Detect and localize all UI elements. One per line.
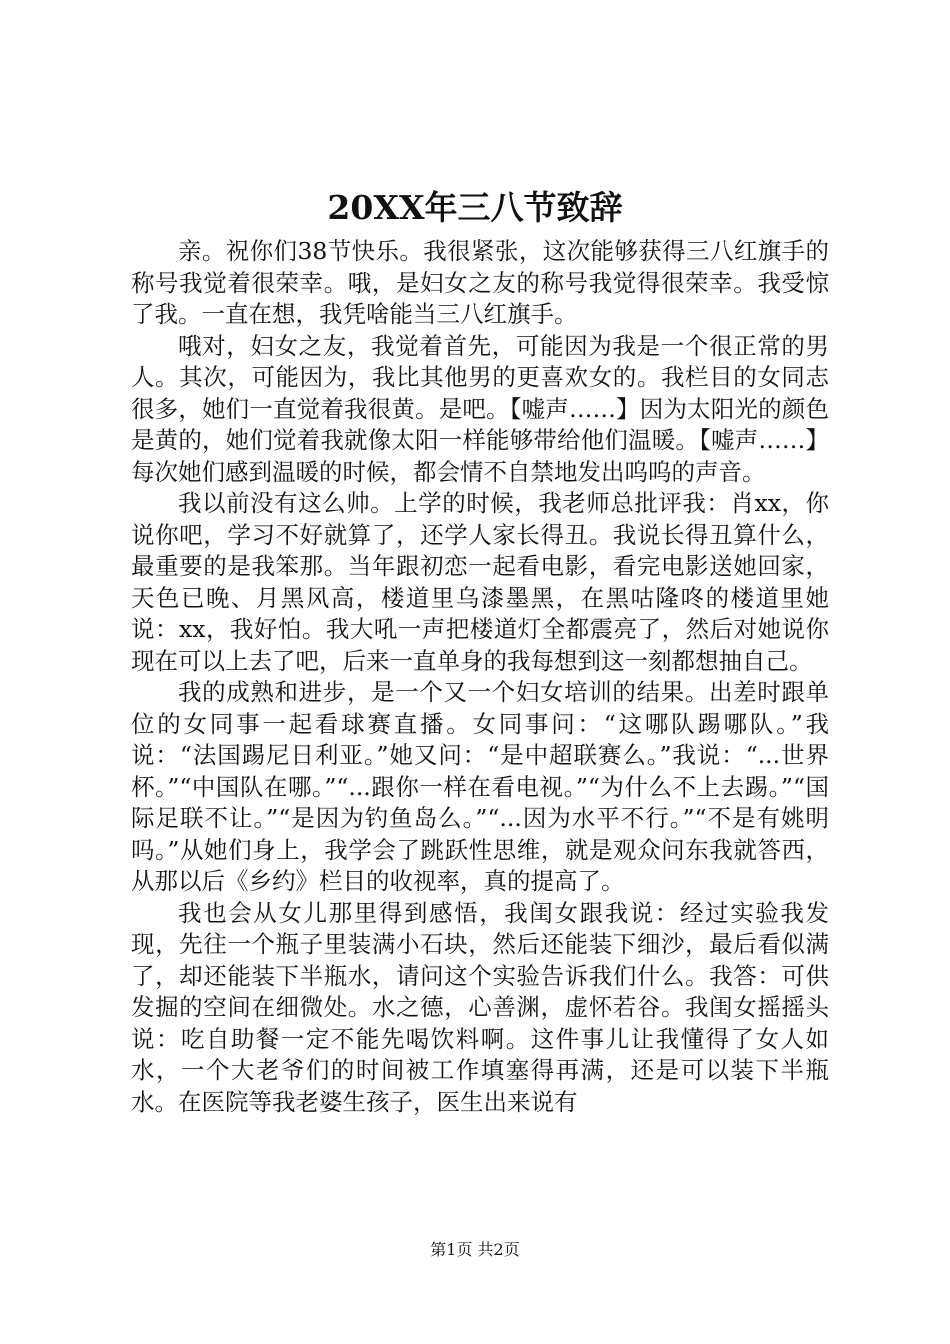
document-body (131, 236, 829, 1118)
paragraph-5: 我也会从女儿那里得到感悟，我闺女跟我说：经过实验我发现，先往一个瓶子里装满小石块，然后还能装下细沙，最后看似满了，却还能装下半瓶水，请问这个实验告诉我们什么。我答：可供发掘的空间在细微处。水之德，心善渊，虚怀若谷。我闺女摇摇头说：吃自助餐一定不能先喝饮料啊。这件事儿让我懂得了女人如水，一个大老爷们的时间被工作填塞得再满，还是可以装下半瓶水。在医院等我老婆生孩子，医生出来说有 (131, 898, 829, 1116)
page-footer: 第1页 共2页 (430, 1240, 520, 1259)
page-title: 20XX年三八节致辞 (327, 188, 623, 227)
paragraph-4: 我的成熟和进步，是一个又一个妇女培训的结果。出差时跟单位的女同事一起看球赛直播。女同事问：“这哪队踢哪队。”我说：“法国踢尼日利亚。”她又问：“是中超联赛么。”我说：“...世界杯。”“中国队在哪。”“...跟你一样在看电视。”“为什么不上去踢。”“国际足联不让。”“是因为钓鱼岛么。”“...因为水平不行。”“不是有姚明吗。”从她们身上，我学会了跳跃性思维，就是观众问东我就答西，从那以后《乡约》栏目的收视率，真的提高了。 (131, 678, 829, 895)
paragraph-3: 我以前没有这么帅。上学的时候，我老师总批评我：肖xx，你说你吧，学习不好就算了，还学人家长得丑。我说长得丑算什么，最重要的是我笨那。当年跟初恋一起看电影，看完电影送她回家，天色已晚、月黑风高，楼道里乌漆墨黑，在黑咕隆咚的楼道里她说：xx，我好怕。我大吼一声把楼道灯全都震亮了，然后对她说你现在可以上去了吧，后来一直单身的我每想到这一刻都想抽自己。 (131, 489, 829, 675)
paragraph-1: 亲。祝你们38节快乐。我很紧张，这次能够获得三八红旗手的称号我觉着很荣幸。哦，是妇女之友的称号我觉得很荣幸。我受惊了我。一直在想，我凭啥能当三八红旗手。 (131, 237, 829, 328)
paragraph-2: 哦对，妇女之友，我觉着首先，可能因为我是一个很正常的男人。其次，可能因为，我比其他男的更喜欢女的。我栏目的女同志很多，她们一直觉着我很黄。是吧。【嘘声……】因为太阳光的颜色是黄的，她们觉着我就像太阳一样能够带给他们温暖。【嘘声……】每次她们感到温暖的时候，都会情不自禁地发出呜呜的声音。 (131, 331, 829, 486)
